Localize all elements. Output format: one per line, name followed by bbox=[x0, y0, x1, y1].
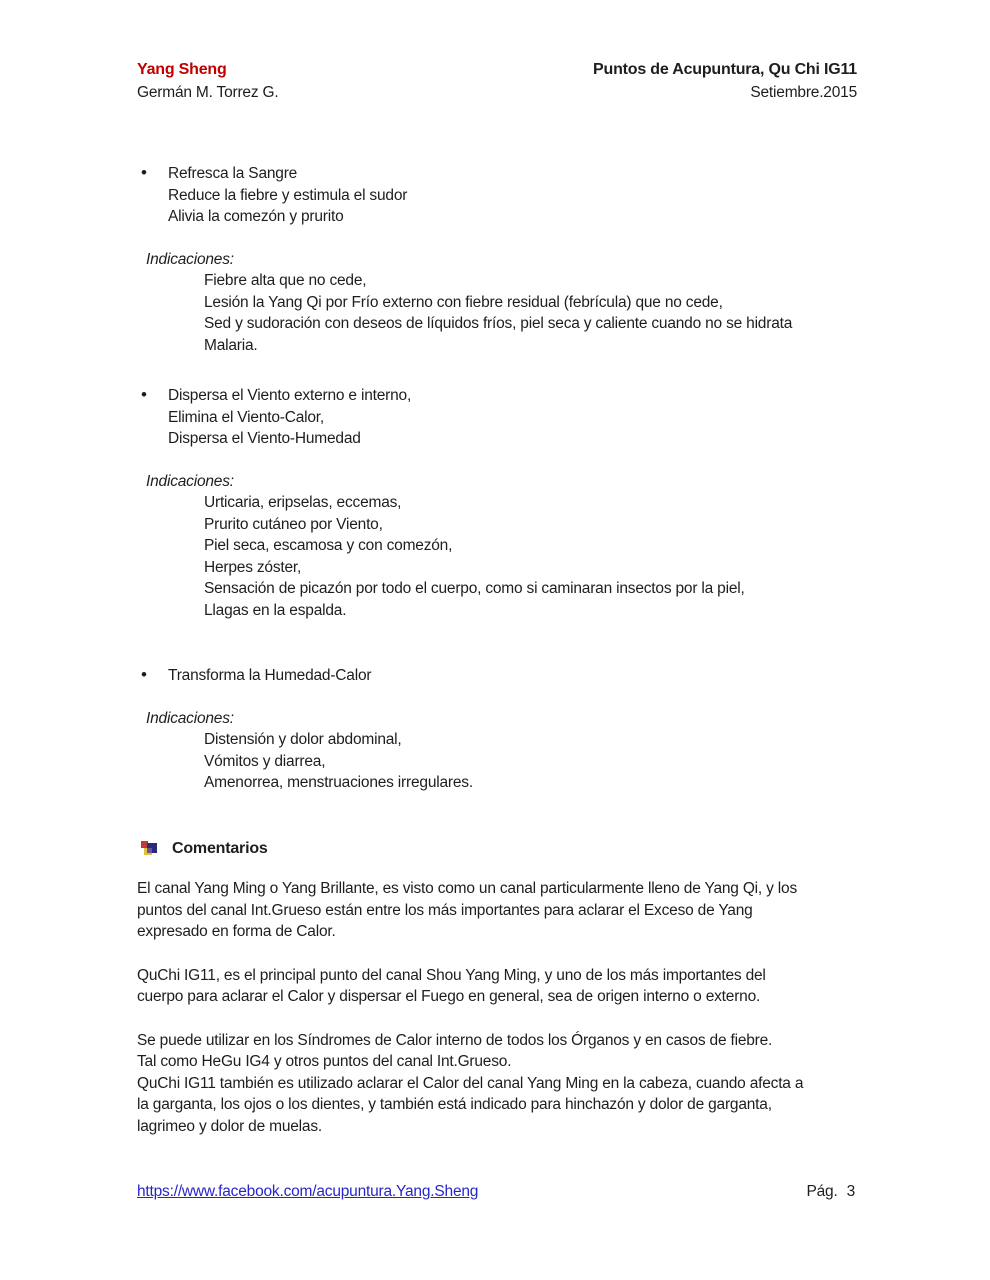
indicaciones-block bbox=[137, 249, 857, 357]
paragraph-line: la garganta, los ojos o los dientes, y también está indicado para hinchazón y dolor de garganta, bbox=[137, 1096, 772, 1113]
comentarios-heading bbox=[140, 838, 857, 860]
indication-item: Piel seca, escamosa y con comezón, bbox=[204, 537, 453, 554]
indication-item: Fiebre alta que no cede, bbox=[204, 272, 367, 289]
bullet-line-text: Dispersa el Viento externo e interno, bbox=[168, 387, 412, 404]
indication-item: Sed y sudoración con deseos de líquidos fríos, piel seca y caliente cuando no se hidrata bbox=[204, 315, 793, 332]
bullet-icon: • bbox=[141, 385, 147, 404]
indicaciones-heading: Indicaciones: bbox=[146, 472, 234, 490]
bullet-icon: • bbox=[141, 163, 147, 182]
bullet-line-text: Refresca la Sangre bbox=[168, 165, 298, 182]
paragraph-line: Tal como HeGu IG4 y otros puntos del canal Int.Grueso. bbox=[137, 1053, 512, 1070]
indication-item: Distensión y dolor abdominal, bbox=[204, 731, 402, 748]
comment-paragraph bbox=[137, 878, 857, 943]
page-footer bbox=[137, 1181, 855, 1203]
bullet-line: Reduce la fiebre y estimula el sudor bbox=[168, 186, 408, 204]
paragraph-line: expresado en forma de Calor. bbox=[137, 923, 336, 940]
colored-squares-icon bbox=[140, 838, 159, 858]
bullet-icon: • bbox=[141, 665, 147, 684]
bullet-line bbox=[137, 665, 857, 687]
paragraph-line: lagrimeo y dolor de muelas. bbox=[137, 1117, 322, 1135]
brand-title: Yang Sheng bbox=[137, 61, 227, 78]
indication-item: Sensación de picazón por todo el cuerpo, como si caminaran insectos por la piel, bbox=[204, 580, 745, 597]
bullet-section-transforma-humedad bbox=[137, 665, 857, 687]
bullet-line: Alivia la comezón y prurito bbox=[168, 208, 344, 225]
bullet-line: Elimina el Viento-Calor, bbox=[168, 408, 325, 426]
indication-item: Llagas en la espalda. bbox=[204, 601, 347, 619]
bullet-line bbox=[137, 163, 857, 185]
paragraph-line: puntos del canal Int.Grueso están entre los más importantes para aclarar el Exceso de Yang bbox=[137, 901, 753, 919]
footer-link[interactable]: https://www.facebook.com/acupuntura.Yang.Sheng bbox=[137, 1183, 479, 1200]
indicaciones-heading: Indicaciones: bbox=[146, 709, 234, 727]
comentarios-heading-text: Comentarios bbox=[172, 839, 268, 857]
indication-item: Vómitos y diarrea, bbox=[204, 752, 326, 770]
bullet-line-text: Transforma la Humedad-Calor bbox=[168, 667, 372, 684]
author-name: Germán M. Torrez G. bbox=[137, 84, 279, 101]
indication-item: Lesión la Yang Qi por Frío externo con fiebre residual (febrícula) que no cede, bbox=[204, 293, 723, 311]
page-number-value: 3 bbox=[846, 1183, 855, 1200]
paragraph-line: El canal Yang Ming o Yang Brillante, es visto como un canal particularmente lleno de Yang Qi, y los bbox=[137, 880, 798, 897]
indication-item: Amenorrea, menstruaciones irregulares. bbox=[204, 774, 473, 791]
doc-date: Setiembre.2015 bbox=[750, 84, 857, 101]
paragraph-line: QuChi IG11, es el principal punto del canal Shou Yang Ming, y uno de los más importantes del bbox=[137, 966, 766, 984]
indicaciones-heading: Indicaciones: bbox=[146, 250, 234, 268]
comment-paragraph bbox=[137, 965, 857, 1008]
page-header bbox=[137, 58, 857, 104]
paragraph-line: QuChi IG11 también es utilizado aclarar el Calor del canal Yang Ming en la cabeza, cuando afecta a bbox=[137, 1074, 804, 1092]
indicaciones-block bbox=[137, 708, 857, 794]
bullet-section-dispersa-viento bbox=[137, 385, 857, 450]
bullet-line bbox=[137, 385, 857, 407]
indication-item: Prurito cutáneo por Viento, bbox=[204, 515, 383, 533]
doc-title: Puntos de Acupuntura, Qu Chi IG11 bbox=[593, 61, 857, 78]
comment-paragraph bbox=[137, 1030, 857, 1138]
paragraph-line: cuerpo para aclarar el Calor y dispersar el Fuego en general, sea de origen interno o externo. bbox=[137, 988, 761, 1005]
paragraph-line: Se puede utilizar en los Síndromes de Calor interno de todos los Órganos y en casos de fiebre. bbox=[137, 1031, 773, 1049]
page-number-label: Pág. bbox=[806, 1183, 838, 1200]
indication-item: Urticaria, eripselas, eccemas, bbox=[204, 494, 402, 511]
indicaciones-block bbox=[137, 471, 857, 622]
page-number bbox=[806, 1181, 855, 1203]
indication-item: Malaria. bbox=[204, 336, 258, 354]
bullet-section-refresca-sangre bbox=[137, 163, 857, 228]
bullet-line: Dispersa el Viento-Humedad bbox=[168, 430, 361, 447]
indication-item: Herpes zóster, bbox=[204, 558, 302, 576]
